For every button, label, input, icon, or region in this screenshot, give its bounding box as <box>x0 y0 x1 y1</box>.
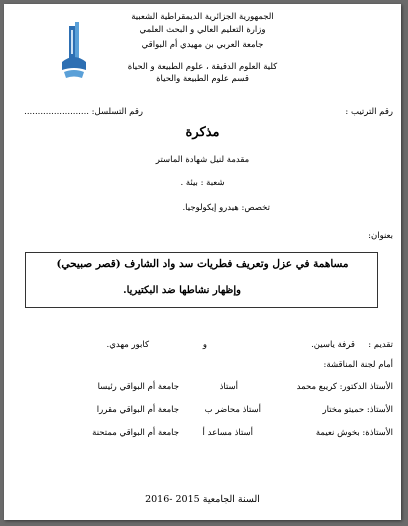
student-name-1: قرفة ياسين. <box>311 340 355 350</box>
jury-member-grade: أستاذ <box>219 382 238 392</box>
thesis-title-line1: مساهمة في عزل وتعريف فطريات سد واد الشارف (قصر صبيحي) <box>56 258 349 270</box>
jury-member-grade: أستاذ محاضر ب <box>204 405 261 415</box>
ministry-line: وزارة التعليم العالي و البحث العلمي <box>139 25 266 35</box>
academic-year: السنة الجامعية 2015 -2016 <box>145 494 260 505</box>
presented-by-label: تقديم : <box>368 340 393 350</box>
memo-branch: شعبة : بيئة . <box>180 178 225 188</box>
university-line: جامعة العربي بن مهيدي أم البواقي <box>141 40 264 50</box>
jury-member-name: الأستاذ الدكتور: كريبع محمد <box>296 382 393 392</box>
jury-member-role: جامعة أم البواقي ممتحنة <box>92 428 179 438</box>
document-page <box>4 4 401 520</box>
jury-member-grade: أستاذ مساعد أ <box>202 428 253 438</box>
thesis-title-label: بعنوان: <box>368 231 393 241</box>
memo-title: مذكرة <box>185 125 220 140</box>
serial-number-label: رقم التسلسل: <box>91 107 143 117</box>
serial-number-dots: ........................ <box>24 107 89 117</box>
faculty-line: كلية العلوم الدقيقة ، علوم الطبيعة و الحياة <box>127 62 278 72</box>
republic-line: الجمهورية الجزائرية الديمقراطية الشعبية <box>131 12 274 22</box>
students-and: و <box>202 340 207 350</box>
university-logo <box>60 22 88 80</box>
jury-label: أمام لجنة المناقشة: <box>323 360 393 370</box>
memo-specialization: تخصص: هيدرو إيكولوجيا. <box>182 203 270 213</box>
jury-member-role: جامعة أم البواقي مقررا <box>96 405 179 415</box>
jury-member-role: جامعة أم البواقي رئيسا <box>97 382 179 392</box>
thesis-title-line2: وإظهار نشاطها ضد البكتيريا. <box>123 285 241 296</box>
jury-member-name: الأستاذ: حميتو مختار <box>322 405 393 415</box>
jury-member-name: الأستاذة: بخوش نعيمة <box>315 428 393 438</box>
memo-purpose: مقدمة لنيل شهادة الماستر <box>155 155 250 165</box>
student-name-2: كابور مهدي. <box>106 340 149 350</box>
order-number-label: رقم الترتيب : <box>345 107 393 117</box>
department-line: قسم علوم الطبيعة والحياة <box>156 74 249 84</box>
